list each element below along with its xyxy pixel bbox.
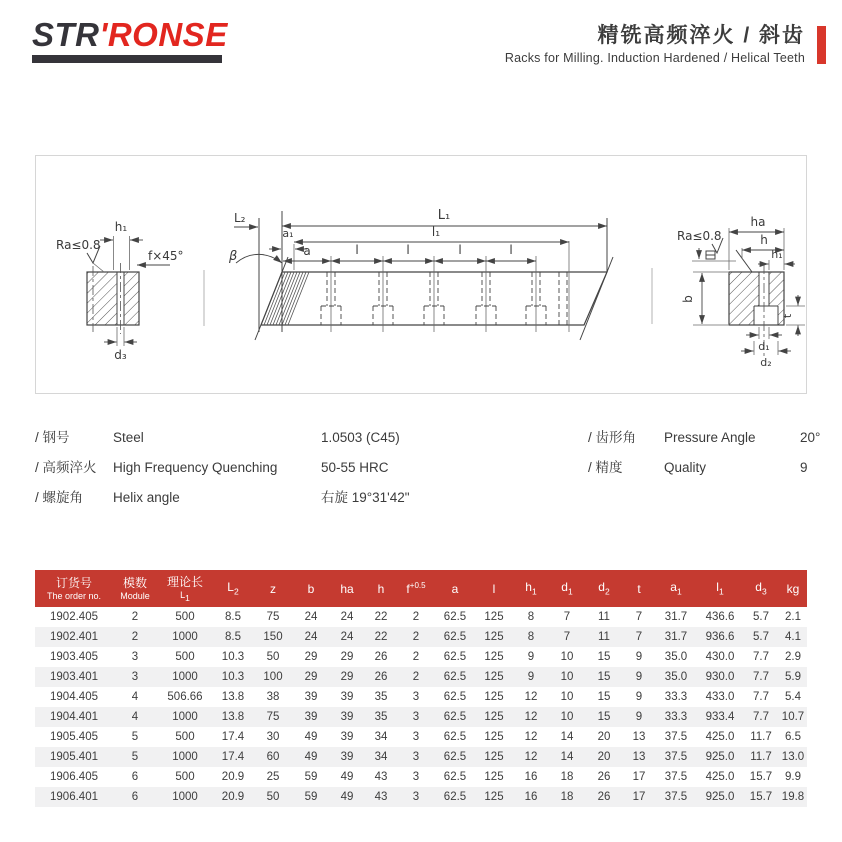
chamfer-label: f×45° <box>148 249 184 263</box>
surface-finish-label-right: Ra≤0.8 <box>677 229 722 243</box>
spec-row-quenching <box>35 456 535 486</box>
table-cell: 37.5 <box>655 747 697 767</box>
dim-label-L2: L₂ <box>234 211 246 225</box>
table-cell: 17 <box>632 771 646 783</box>
table-cell: 13.8 <box>221 691 245 703</box>
table-cell: 3 <box>397 787 435 807</box>
table-cell: 62.5 <box>435 667 475 687</box>
spec-label-zh: / 精度 <box>588 460 623 475</box>
drawing-right-view <box>677 215 805 369</box>
logo-text <box>32 18 228 51</box>
column-header: 订货号 The order no. <box>35 570 113 607</box>
table-row <box>35 707 807 727</box>
table-cell: 35 <box>365 707 397 727</box>
logo-part-dark: STR <box>32 16 100 53</box>
dim-label-l: l <box>355 243 359 257</box>
table-cell: 62.5 <box>443 651 467 663</box>
table-cell: 13.0 <box>779 747 807 767</box>
table-cell: 500 <box>175 651 195 663</box>
table-cell: 4.1 <box>779 627 807 647</box>
table-cell: 125 <box>475 707 513 727</box>
table-cell: 39 <box>329 707 365 727</box>
table-cell: 1905.401 <box>35 747 113 767</box>
table-cell: 5.4 <box>785 691 801 703</box>
table-cell: 18 <box>560 771 574 783</box>
table-cell: 62.5 <box>443 731 467 743</box>
table-cell: 125 <box>484 651 504 663</box>
table-cell: 7 <box>635 611 643 623</box>
surface-finish-label-left: Ra≤0.8 <box>56 238 101 252</box>
table-cell: 39 <box>329 747 365 767</box>
table-cell: 24 <box>329 627 365 647</box>
table-cell: 5.7 <box>753 611 769 623</box>
table-cell: 9 <box>635 651 643 663</box>
table-cell: 2 <box>131 611 139 623</box>
table-cell: 39 <box>340 731 354 743</box>
table-cell: 2.1 <box>785 611 801 623</box>
dim-label-l: l <box>509 243 513 257</box>
table-cell: 433.0 <box>705 691 735 703</box>
table-cell: 125 <box>475 787 513 807</box>
table-cell: 5.7 <box>743 627 779 647</box>
table-cell: 1000 <box>157 747 213 767</box>
logo-part-red: 'RONSE <box>99 16 228 53</box>
table-cell: 10 <box>549 707 585 727</box>
spec-label-en: Pressure Angle <box>664 430 756 445</box>
spec-label-zh: / 螺旋角 <box>35 490 84 505</box>
technical-drawing-panel <box>35 155 807 394</box>
table-row <box>35 727 807 747</box>
table-cell: 62.5 <box>443 611 467 623</box>
table-cell: 9 <box>527 651 535 663</box>
table-cell: 7 <box>563 611 571 623</box>
table-cell: 7.7 <box>753 691 769 703</box>
table-cell: 7.7 <box>753 651 769 663</box>
table-cell: 22 <box>374 611 388 623</box>
column-header: $d_3$ <box>743 570 779 607</box>
table-cell: 11.7 <box>750 731 772 743</box>
table-cell: 9 <box>623 667 655 687</box>
page-subtitle-en: Racks for Milling. Induction Hardened / Helical Teeth <box>504 51 805 66</box>
table-cell: 29 <box>293 667 329 687</box>
table-cell: 49 <box>340 771 354 783</box>
table-row <box>35 647 807 667</box>
table-cell: 31.7 <box>655 627 697 647</box>
table-cell: 11.7 <box>743 747 779 767</box>
table-cell: 500 <box>175 731 195 743</box>
table-cell: 75 <box>253 707 293 727</box>
table-cell: 49 <box>329 787 365 807</box>
table-cell: 425.0 <box>705 731 735 743</box>
table-cell: 9 <box>513 667 549 687</box>
table-cell: 425.0 <box>705 771 735 783</box>
table-cell: 43 <box>365 787 397 807</box>
table-cell: 39 <box>340 691 354 703</box>
table-cell: 125 <box>484 611 504 623</box>
table-cell: 15.7 <box>743 787 779 807</box>
table-cell: 35.0 <box>664 651 688 663</box>
table-cell: 2.9 <box>785 651 801 663</box>
table-cell: 34 <box>374 731 388 743</box>
table-cell: 8 <box>513 627 549 647</box>
table-cell: 3 <box>131 651 139 663</box>
table-cell: 3 <box>397 707 435 727</box>
table-cell: 26 <box>597 771 611 783</box>
page-title-zh: 精铣高频淬火 / 斜齿 <box>597 24 805 47</box>
table-cell: 22 <box>365 627 397 647</box>
column-header: $a_1$ <box>655 570 697 607</box>
table-cell: 1905.405 <box>50 731 98 743</box>
column-header: a <box>435 570 475 607</box>
table-row <box>35 667 807 687</box>
table-cell: 8.5 <box>225 611 241 623</box>
column-header: ha <box>329 570 365 607</box>
table-cell: 20 <box>597 731 611 743</box>
table-cell: 10.7 <box>779 707 807 727</box>
table-cell: 24 <box>293 627 329 647</box>
table-cell: 10.3 <box>221 651 245 663</box>
table-cell: 39 <box>293 707 329 727</box>
column-header: h <box>365 570 397 607</box>
table-header-row <box>35 570 807 607</box>
table-cell: 24 <box>340 611 354 623</box>
column-header: $L_2$ <box>213 570 253 607</box>
table-cell: 60 <box>253 747 293 767</box>
spec-label-en: Quality <box>664 460 707 475</box>
spec-label-en: High Frequency Quenching <box>113 460 278 475</box>
spec-row-steel <box>35 426 535 456</box>
table-row <box>35 687 807 707</box>
table-cell: 9 <box>623 707 655 727</box>
dim-label-h: h <box>760 233 768 247</box>
column-header: $l_1$ <box>697 570 743 607</box>
dim-label-d2: d₂ <box>760 356 772 369</box>
table-cell: 1903.401 <box>35 667 113 687</box>
table-cell: 39 <box>304 691 318 703</box>
table-cell: 26 <box>365 667 397 687</box>
table-cell: 6.5 <box>785 731 801 743</box>
table-cell: 59 <box>293 787 329 807</box>
table-cell: 50 <box>266 651 280 663</box>
dim-label-a1-main: a₁ <box>282 227 294 240</box>
spec-label-en: Steel <box>113 430 144 445</box>
table-cell: 1000 <box>157 627 213 647</box>
rack-table <box>35 570 807 807</box>
table-cell: 125 <box>484 691 504 703</box>
table-cell: 3 <box>412 691 420 703</box>
table-cell: 5 <box>113 747 157 767</box>
table-cell: 12 <box>513 747 549 767</box>
table-cell: 33.3 <box>664 691 688 703</box>
table-cell: 25 <box>266 771 280 783</box>
table-cell: 15.7 <box>749 771 773 783</box>
table-cell: 62.5 <box>443 691 467 703</box>
column-header: $d_2$ <box>585 570 623 607</box>
table-cell: 1906.401 <box>35 787 113 807</box>
table-cell: 150 <box>253 627 293 647</box>
spec-row-quality <box>588 456 807 486</box>
table-cell: 7.7 <box>743 667 779 687</box>
column-header: kg <box>779 570 807 607</box>
table-cell: 12 <box>524 731 538 743</box>
table-cell: 933.4 <box>697 707 743 727</box>
table-cell: 37.5 <box>655 787 697 807</box>
spec-label-zh: / 高频淬火 <box>35 460 97 475</box>
dim-label-b: b <box>681 295 695 303</box>
table-cell: 34 <box>365 747 397 767</box>
table-cell: 37.5 <box>664 771 688 783</box>
table-cell: 19.8 <box>779 787 807 807</box>
table-cell: 500 <box>175 611 195 623</box>
table-cell: 17.4 <box>221 731 245 743</box>
table-cell: 13.8 <box>213 707 253 727</box>
table-cell: 13 <box>632 731 646 743</box>
table-cell: 8 <box>527 611 535 623</box>
table-cell: 1904.405 <box>50 691 98 703</box>
table-cell: 925.0 <box>697 787 743 807</box>
table-cell: 75 <box>266 611 280 623</box>
table-cell: 7.7 <box>743 707 779 727</box>
dim-label-L1: L₁ <box>437 208 451 223</box>
table-cell: 2 <box>113 627 157 647</box>
table-cell: 3 <box>397 747 435 767</box>
spec-label-zh: / 钢号 <box>35 430 70 445</box>
table-cell: 15 <box>597 651 611 663</box>
table-cell: 14 <box>560 731 574 743</box>
table-cell: 49 <box>304 731 318 743</box>
table-cell: 29 <box>340 651 354 663</box>
hole-pattern <box>321 256 567 332</box>
table-cell: 2 <box>397 627 435 647</box>
table-cell: 925.0 <box>697 747 743 767</box>
table-cell: 436.6 <box>705 611 735 623</box>
table-cell: 1902.405 <box>50 611 98 623</box>
table-cell: 29 <box>329 667 365 687</box>
table-cell: 59 <box>304 771 318 783</box>
table-cell: 7 <box>549 627 585 647</box>
table-cell: 430.0 <box>705 651 735 663</box>
table-cell: 125 <box>475 667 513 687</box>
table-cell: 3 <box>412 771 420 783</box>
table-cell: 125 <box>484 771 504 783</box>
table-cell: 15 <box>585 707 623 727</box>
table-cell: 15 <box>597 691 611 703</box>
table-cell: 14 <box>549 747 585 767</box>
table-cell: 26 <box>374 651 388 663</box>
table-body <box>35 607 807 807</box>
table-cell: 16 <box>513 787 549 807</box>
table-cell: 12 <box>513 707 549 727</box>
table-cell: 17.4 <box>213 747 253 767</box>
brand-logo <box>32 18 228 63</box>
table-cell: 17 <box>623 787 655 807</box>
table-cell: 10.3 <box>213 667 253 687</box>
table-row <box>35 607 807 627</box>
column-header: $f^{+0.5}$ <box>397 570 435 607</box>
column-header: $h_1$ <box>513 570 549 607</box>
table-cell: 35.0 <box>655 667 697 687</box>
dim-label-h1-left: h₁ <box>114 220 128 234</box>
header-titles <box>505 24 805 65</box>
dim-label-a: a <box>303 244 311 258</box>
table-cell: 50 <box>253 787 293 807</box>
table-row <box>35 747 807 767</box>
spec-value: 右旋 19°31'42" <box>321 490 410 505</box>
technical-drawing <box>36 156 806 393</box>
table-cell: 1000 <box>157 707 213 727</box>
table-cell: 9 <box>635 691 643 703</box>
table-cell: 3 <box>113 667 157 687</box>
drawing-left-view <box>56 220 184 362</box>
column-header: b <box>293 570 329 607</box>
table-cell: 62.5 <box>435 627 475 647</box>
dim-label-t: t <box>781 313 794 319</box>
table-cell: 12 <box>524 691 538 703</box>
column-header: 理论长 $L_1$ <box>157 570 213 607</box>
table-cell: 125 <box>475 627 513 647</box>
dim-label-d3: d₃ <box>114 348 127 362</box>
column-header: z <box>253 570 293 607</box>
table-cell: 62.5 <box>435 707 475 727</box>
table-cell: 2 <box>412 611 420 623</box>
table-cell: 62.5 <box>435 787 475 807</box>
column-header: l <box>475 570 513 607</box>
table-cell: 30 <box>266 731 280 743</box>
table-cell: 11 <box>598 611 610 623</box>
table-cell: 1904.401 <box>35 707 113 727</box>
table-cell: 10 <box>549 667 585 687</box>
table-cell: 20 <box>585 747 623 767</box>
spec-value: 9 <box>800 460 808 475</box>
page-header <box>505 24 826 65</box>
spec-label-zh: / 齿形角 <box>588 430 637 445</box>
table-cell: 125 <box>484 731 504 743</box>
dim-label-beta: β <box>229 249 238 264</box>
table-cell: 11 <box>585 627 623 647</box>
table-cell: 1906.405 <box>50 771 98 783</box>
table-cell: 43 <box>374 771 388 783</box>
dim-label-l1: l₁ <box>431 225 441 239</box>
table-cell: 38 <box>266 691 280 703</box>
spec-row-pressure-angle <box>588 426 821 456</box>
spec-label-en: Helix angle <box>113 490 180 505</box>
table-cell: 100 <box>253 667 293 687</box>
column-header: t <box>623 570 655 607</box>
table-cell: 31.7 <box>664 611 688 623</box>
dim-label-d1: d₁ <box>758 340 770 353</box>
dim-label-ha: ha <box>750 215 766 229</box>
table-cell: 930.0 <box>697 667 743 687</box>
table-cell: 936.6 <box>697 627 743 647</box>
dim-label-l: l <box>406 243 410 257</box>
table-cell: 35 <box>374 691 388 703</box>
table-cell: 8.5 <box>213 627 253 647</box>
spec-list-right <box>588 426 821 486</box>
table-row <box>35 767 807 787</box>
table-cell: 2 <box>397 667 435 687</box>
spec-row-helix-angle <box>35 486 535 516</box>
table-cell: 37.5 <box>664 731 688 743</box>
accent-bar <box>817 26 826 64</box>
table-cell: 26 <box>585 787 623 807</box>
table-cell: 500 <box>175 771 195 783</box>
table-cell: 16 <box>524 771 538 783</box>
table-cell: 125 <box>475 747 513 767</box>
drawing-main-view <box>228 208 613 340</box>
table-cell: 5.9 <box>779 667 807 687</box>
table-cell: 1903.405 <box>50 651 98 663</box>
table-cell: 1000 <box>157 787 213 807</box>
table-cell: 20.9 <box>221 771 245 783</box>
table-cell: 9.9 <box>785 771 801 783</box>
dim-label-h1-right: h₁ <box>771 248 783 261</box>
spec-value: 20° <box>800 430 821 445</box>
table-cell: 7 <box>623 627 655 647</box>
table-cell: 506.66 <box>167 691 203 703</box>
column-header: 模数 Module <box>113 570 157 607</box>
table-cell: 29 <box>304 651 318 663</box>
table-cell: 1000 <box>157 667 213 687</box>
table-cell: 33.3 <box>655 707 697 727</box>
table-cell: 10 <box>560 691 574 703</box>
column-header: $d_1$ <box>549 570 585 607</box>
table-cell: 2 <box>412 651 420 663</box>
table-cell: 62.5 <box>443 771 467 783</box>
table-cell: 24 <box>304 611 318 623</box>
table-cell: 10 <box>560 651 574 663</box>
table-cell: 20.9 <box>213 787 253 807</box>
dim-label-l: l <box>458 243 462 257</box>
table-row <box>35 627 807 647</box>
table-cell: 4 <box>131 691 139 703</box>
table-cell: 62.5 <box>435 747 475 767</box>
table-cell: 6 <box>113 787 157 807</box>
table-cell: 18 <box>549 787 585 807</box>
table-cell: 15 <box>585 667 623 687</box>
table-cell: 6 <box>131 771 139 783</box>
logo-underline <box>32 55 222 63</box>
table-cell: 4 <box>113 707 157 727</box>
table-cell: 49 <box>293 747 329 767</box>
spec-value: 1.0503 (C45) <box>321 430 400 445</box>
table-cell: 1902.401 <box>35 627 113 647</box>
table-row <box>35 787 807 807</box>
table-cell: 5 <box>131 731 139 743</box>
spec-value: 50-55 HRC <box>321 460 389 475</box>
spec-list-left <box>35 426 535 516</box>
table-cell: 3 <box>412 731 420 743</box>
table-cell: 13 <box>623 747 655 767</box>
